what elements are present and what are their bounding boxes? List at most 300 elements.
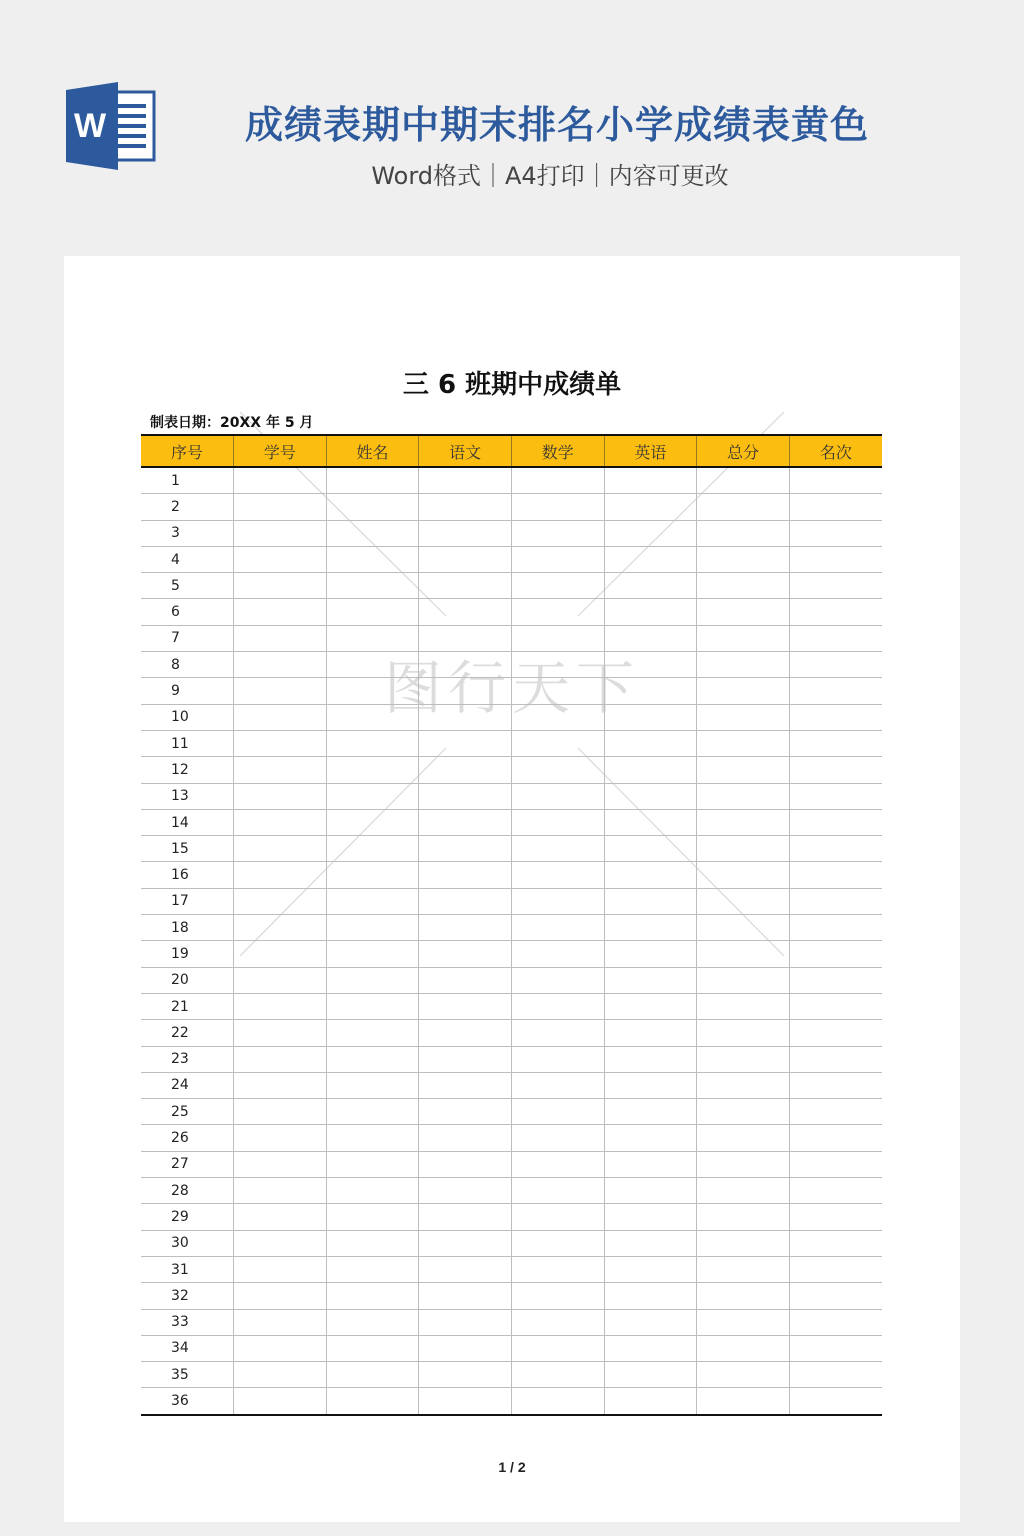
table-cell — [697, 1388, 790, 1415]
table-cell — [419, 1204, 512, 1230]
table-cell — [419, 1388, 512, 1415]
table-row — [141, 599, 882, 625]
table-header-row — [141, 435, 882, 467]
page-number: 1 / 2 — [498, 1459, 526, 1475]
table-cell — [326, 652, 419, 678]
column-header: 语文 — [419, 435, 512, 467]
row-number-cell: 18 — [141, 915, 234, 941]
row-number-cell: 36 — [141, 1388, 234, 1415]
table-cell — [697, 652, 790, 678]
table-cell — [419, 1362, 512, 1388]
table-cell — [512, 573, 605, 599]
table-cell — [234, 1204, 327, 1230]
table-cell — [789, 1335, 882, 1361]
table-body — [141, 467, 882, 1415]
table-cell — [697, 520, 790, 546]
table-cell — [697, 1230, 790, 1256]
table-cell — [697, 494, 790, 520]
table-cell — [697, 1309, 790, 1335]
table-cell — [604, 915, 697, 941]
table-cell — [234, 1020, 327, 1046]
table-cell — [234, 836, 327, 862]
table-cell — [789, 967, 882, 993]
table-cell — [604, 1046, 697, 1072]
table-cell — [697, 573, 790, 599]
table-cell — [697, 1283, 790, 1309]
table-cell — [604, 1020, 697, 1046]
table-cell — [234, 783, 327, 809]
table-cell — [419, 836, 512, 862]
table-cell — [234, 1335, 327, 1361]
table-cell — [326, 1283, 419, 1309]
table-cell — [604, 1256, 697, 1282]
table-cell — [326, 678, 419, 704]
row-number-cell: 2 — [141, 494, 234, 520]
table-cell — [419, 1230, 512, 1256]
table-cell — [697, 783, 790, 809]
table-cell — [789, 1309, 882, 1335]
row-number-cell: 12 — [141, 757, 234, 783]
column-header: 总分 — [697, 435, 790, 467]
table-row — [141, 1230, 882, 1256]
table-cell — [604, 704, 697, 730]
table-cell — [789, 888, 882, 914]
table-cell — [604, 573, 697, 599]
table-cell — [697, 678, 790, 704]
table-row — [141, 1362, 882, 1388]
table-cell — [604, 467, 697, 494]
table-cell — [512, 862, 605, 888]
table-cell — [419, 599, 512, 625]
table-row — [141, 757, 882, 783]
table-cell — [789, 1230, 882, 1256]
table-cell — [326, 757, 419, 783]
table-row — [141, 862, 882, 888]
table-cell — [512, 467, 605, 494]
table-cell — [234, 704, 327, 730]
table-cell — [326, 941, 419, 967]
table-cell — [234, 1125, 327, 1151]
table-cell — [789, 546, 882, 572]
row-number-cell: 10 — [141, 704, 234, 730]
table-cell — [697, 730, 790, 756]
table-cell — [697, 1256, 790, 1282]
table-cell — [234, 809, 327, 835]
table-cell — [789, 783, 882, 809]
table-cell — [419, 941, 512, 967]
table-cell — [419, 1125, 512, 1151]
table-cell — [697, 546, 790, 572]
table-cell — [234, 730, 327, 756]
table-cell — [697, 1072, 790, 1098]
table-cell — [512, 967, 605, 993]
table-cell — [326, 836, 419, 862]
table-cell — [697, 599, 790, 625]
table-cell — [512, 1256, 605, 1282]
table-cell — [512, 1020, 605, 1046]
table-cell — [512, 1388, 605, 1415]
table-cell — [234, 467, 327, 494]
table-cell — [234, 1072, 327, 1098]
table-cell — [604, 809, 697, 835]
table-cell — [234, 915, 327, 941]
table-cell — [419, 862, 512, 888]
table-cell — [512, 1283, 605, 1309]
table-cell — [234, 967, 327, 993]
table-cell — [326, 625, 419, 651]
table-cell — [326, 1362, 419, 1388]
table-cell — [789, 1072, 882, 1098]
table-row — [141, 520, 882, 546]
table-cell — [697, 467, 790, 494]
table-cell — [604, 783, 697, 809]
table-cell — [326, 1178, 419, 1204]
table-cell — [512, 1178, 605, 1204]
table-cell — [789, 1283, 882, 1309]
table-cell — [789, 652, 882, 678]
table-row — [141, 1256, 882, 1282]
table-row — [141, 730, 882, 756]
table-cell — [512, 1099, 605, 1125]
table-cell — [512, 1046, 605, 1072]
table-cell — [512, 494, 605, 520]
table-cell — [697, 809, 790, 835]
table-cell — [789, 993, 882, 1019]
table-cell — [697, 1099, 790, 1125]
watermark-text: 图行天下 — [383, 654, 641, 722]
row-number-cell: 6 — [141, 599, 234, 625]
table-cell — [697, 888, 790, 914]
table-cell — [326, 967, 419, 993]
table-cell — [419, 888, 512, 914]
table-cell — [789, 1388, 882, 1415]
table-cell — [789, 1178, 882, 1204]
table-cell — [604, 652, 697, 678]
table-cell — [604, 862, 697, 888]
table-cell — [326, 704, 419, 730]
row-number-cell: 29 — [141, 1204, 234, 1230]
table-cell — [697, 1125, 790, 1151]
row-number-cell: 19 — [141, 941, 234, 967]
table-cell — [604, 599, 697, 625]
row-number-cell: 26 — [141, 1125, 234, 1151]
row-number-cell: 1 — [141, 467, 234, 494]
row-number-cell: 21 — [141, 993, 234, 1019]
table-cell — [604, 1151, 697, 1177]
table-row — [141, 1151, 882, 1177]
table-cell — [604, 1204, 697, 1230]
table-cell — [419, 809, 512, 835]
table-cell — [234, 546, 327, 572]
table-cell — [234, 520, 327, 546]
row-number-cell: 4 — [141, 546, 234, 572]
table-cell — [234, 573, 327, 599]
date-line: 制表日期：20XX 年 5 月 — [150, 415, 314, 431]
table-cell — [512, 678, 605, 704]
table-cell — [604, 1283, 697, 1309]
table-row — [141, 915, 882, 941]
table-cell — [604, 730, 697, 756]
word-icon — [66, 82, 156, 170]
table-cell — [789, 1020, 882, 1046]
table-cell — [512, 836, 605, 862]
table-row — [141, 993, 882, 1019]
table-cell — [604, 1072, 697, 1098]
row-number-cell: 22 — [141, 1020, 234, 1046]
table-row — [141, 1309, 882, 1335]
table-cell — [419, 625, 512, 651]
table-cell — [604, 757, 697, 783]
row-number-cell: 25 — [141, 1099, 234, 1125]
document-title: 三 6 班期中成绩单 — [402, 370, 622, 400]
table-cell — [604, 967, 697, 993]
table-cell — [512, 941, 605, 967]
row-number-cell: 9 — [141, 678, 234, 704]
table-cell — [789, 1256, 882, 1282]
table-cell — [419, 1309, 512, 1335]
row-number-cell: 27 — [141, 1151, 234, 1177]
grade-table — [141, 434, 882, 1416]
row-number-cell: 30 — [141, 1230, 234, 1256]
table-cell — [604, 993, 697, 1019]
row-number-cell: 8 — [141, 652, 234, 678]
table-cell — [326, 1125, 419, 1151]
table-row — [141, 704, 882, 730]
table-cell — [419, 915, 512, 941]
table-cell — [697, 757, 790, 783]
table-cell — [789, 573, 882, 599]
table-row — [141, 836, 882, 862]
table-cell — [512, 1230, 605, 1256]
table-cell — [789, 941, 882, 967]
table-cell — [326, 862, 419, 888]
table-row — [141, 494, 882, 520]
table-cell — [604, 625, 697, 651]
table-row — [141, 1020, 882, 1046]
table-cell — [419, 573, 512, 599]
table-cell — [789, 678, 882, 704]
table-cell — [326, 1046, 419, 1072]
word-icon-letter: W — [73, 107, 107, 145]
table-cell — [512, 1362, 605, 1388]
table-cell — [419, 1072, 512, 1098]
table-cell — [234, 1283, 327, 1309]
table-cell — [419, 1099, 512, 1125]
table-cell — [234, 494, 327, 520]
table-cell — [234, 652, 327, 678]
table-cell — [326, 809, 419, 835]
table-cell — [419, 467, 512, 494]
table-cell — [697, 941, 790, 967]
row-number-cell: 33 — [141, 1309, 234, 1335]
table-cell — [697, 1204, 790, 1230]
table-cell — [789, 467, 882, 494]
table-cell — [604, 1388, 697, 1415]
column-header: 名次 — [789, 435, 882, 467]
table-cell — [512, 1204, 605, 1230]
table-cell — [512, 599, 605, 625]
table-cell — [604, 678, 697, 704]
table-cell — [234, 888, 327, 914]
table-cell — [512, 730, 605, 756]
table-cell — [789, 520, 882, 546]
table-row — [141, 809, 882, 835]
table-cell — [789, 915, 882, 941]
table-cell — [604, 1362, 697, 1388]
table-cell — [512, 915, 605, 941]
table-cell — [604, 1309, 697, 1335]
row-number-cell: 17 — [141, 888, 234, 914]
table-cell — [789, 1151, 882, 1177]
table-cell — [326, 494, 419, 520]
table-cell — [326, 1309, 419, 1335]
table-cell — [512, 809, 605, 835]
table-cell — [419, 993, 512, 1019]
table-row — [141, 783, 882, 809]
table-cell — [419, 1256, 512, 1282]
table-row — [141, 1283, 882, 1309]
table-cell — [604, 520, 697, 546]
table-cell — [512, 704, 605, 730]
table-cell — [789, 862, 882, 888]
table-cell — [326, 783, 419, 809]
table-row — [141, 1046, 882, 1072]
table-row — [141, 1335, 882, 1361]
table-row — [141, 1072, 882, 1098]
table-cell — [604, 1230, 697, 1256]
table-cell — [604, 494, 697, 520]
table-cell — [419, 546, 512, 572]
table-cell — [697, 967, 790, 993]
table-cell — [789, 757, 882, 783]
table-cell — [789, 1362, 882, 1388]
banner-subtitle: Word格式｜A4打印｜内容可更改 — [371, 162, 729, 190]
row-number-cell: 3 — [141, 520, 234, 546]
table-cell — [326, 1151, 419, 1177]
table-cell — [419, 1178, 512, 1204]
row-number-cell: 32 — [141, 1283, 234, 1309]
banner-title: 成绩表期中期末排名小学成绩表黄色 — [244, 103, 869, 147]
table-cell — [604, 1099, 697, 1125]
table-cell — [604, 546, 697, 572]
table-cell — [234, 1362, 327, 1388]
table-cell — [326, 1020, 419, 1046]
table-cell — [789, 809, 882, 835]
table-cell — [326, 915, 419, 941]
table-cell — [234, 862, 327, 888]
column-header: 数学 — [512, 435, 605, 467]
table-cell — [234, 1256, 327, 1282]
row-number-cell: 23 — [141, 1046, 234, 1072]
table-cell — [234, 1046, 327, 1072]
table-cell — [697, 1362, 790, 1388]
table-cell — [789, 704, 882, 730]
table-cell — [789, 599, 882, 625]
table-cell — [419, 783, 512, 809]
row-number-cell: 5 — [141, 573, 234, 599]
table-cell — [604, 941, 697, 967]
row-number-cell: 28 — [141, 1178, 234, 1204]
table-cell — [419, 704, 512, 730]
table-cell — [419, 1151, 512, 1177]
table-cell — [326, 730, 419, 756]
table-cell — [419, 1046, 512, 1072]
table-cell — [234, 1099, 327, 1125]
column-header: 姓名 — [326, 435, 419, 467]
table-cell — [789, 625, 882, 651]
table-row — [141, 1099, 882, 1125]
column-header: 英语 — [604, 435, 697, 467]
table-cell — [512, 546, 605, 572]
table-row — [141, 573, 882, 599]
table-cell — [326, 1388, 419, 1415]
table-cell — [604, 888, 697, 914]
table-cell — [234, 1388, 327, 1415]
row-number-cell: 11 — [141, 730, 234, 756]
table-cell — [419, 652, 512, 678]
table-cell — [326, 599, 419, 625]
table-cell — [326, 520, 419, 546]
table-cell — [789, 1204, 882, 1230]
table-cell — [234, 757, 327, 783]
table-row — [141, 1178, 882, 1204]
table-cell — [789, 836, 882, 862]
table-cell — [697, 704, 790, 730]
table-cell — [234, 1178, 327, 1204]
table-cell — [604, 1178, 697, 1204]
row-number-cell: 24 — [141, 1072, 234, 1098]
table-cell — [512, 520, 605, 546]
row-number-cell: 20 — [141, 967, 234, 993]
table-cell — [512, 1309, 605, 1335]
table-cell — [697, 1178, 790, 1204]
table-cell — [234, 1151, 327, 1177]
row-number-cell: 31 — [141, 1256, 234, 1282]
table-cell — [234, 941, 327, 967]
table-cell — [512, 757, 605, 783]
table-cell — [234, 599, 327, 625]
table-cell — [326, 993, 419, 1019]
table-cell — [419, 1335, 512, 1361]
table-cell — [512, 993, 605, 1019]
table-row — [141, 546, 882, 572]
table-cell — [326, 1204, 419, 1230]
table-cell — [512, 1072, 605, 1098]
table-cell — [512, 1151, 605, 1177]
table-cell — [697, 993, 790, 1019]
table-cell — [326, 546, 419, 572]
table-cell — [697, 915, 790, 941]
table-row — [141, 1388, 882, 1415]
table-cell — [789, 494, 882, 520]
table-cell — [512, 888, 605, 914]
table-cell — [604, 1335, 697, 1361]
table-row — [141, 467, 882, 494]
table-row — [141, 625, 882, 651]
table-cell — [512, 652, 605, 678]
table-cell — [697, 1020, 790, 1046]
table-cell — [419, 494, 512, 520]
table-cell — [326, 1256, 419, 1282]
table-cell — [512, 625, 605, 651]
table-row — [141, 967, 882, 993]
table-cell — [697, 1335, 790, 1361]
table-cell — [697, 1046, 790, 1072]
table-cell — [697, 1151, 790, 1177]
table-cell — [234, 678, 327, 704]
table-cell — [604, 836, 697, 862]
document-page — [64, 256, 960, 1522]
